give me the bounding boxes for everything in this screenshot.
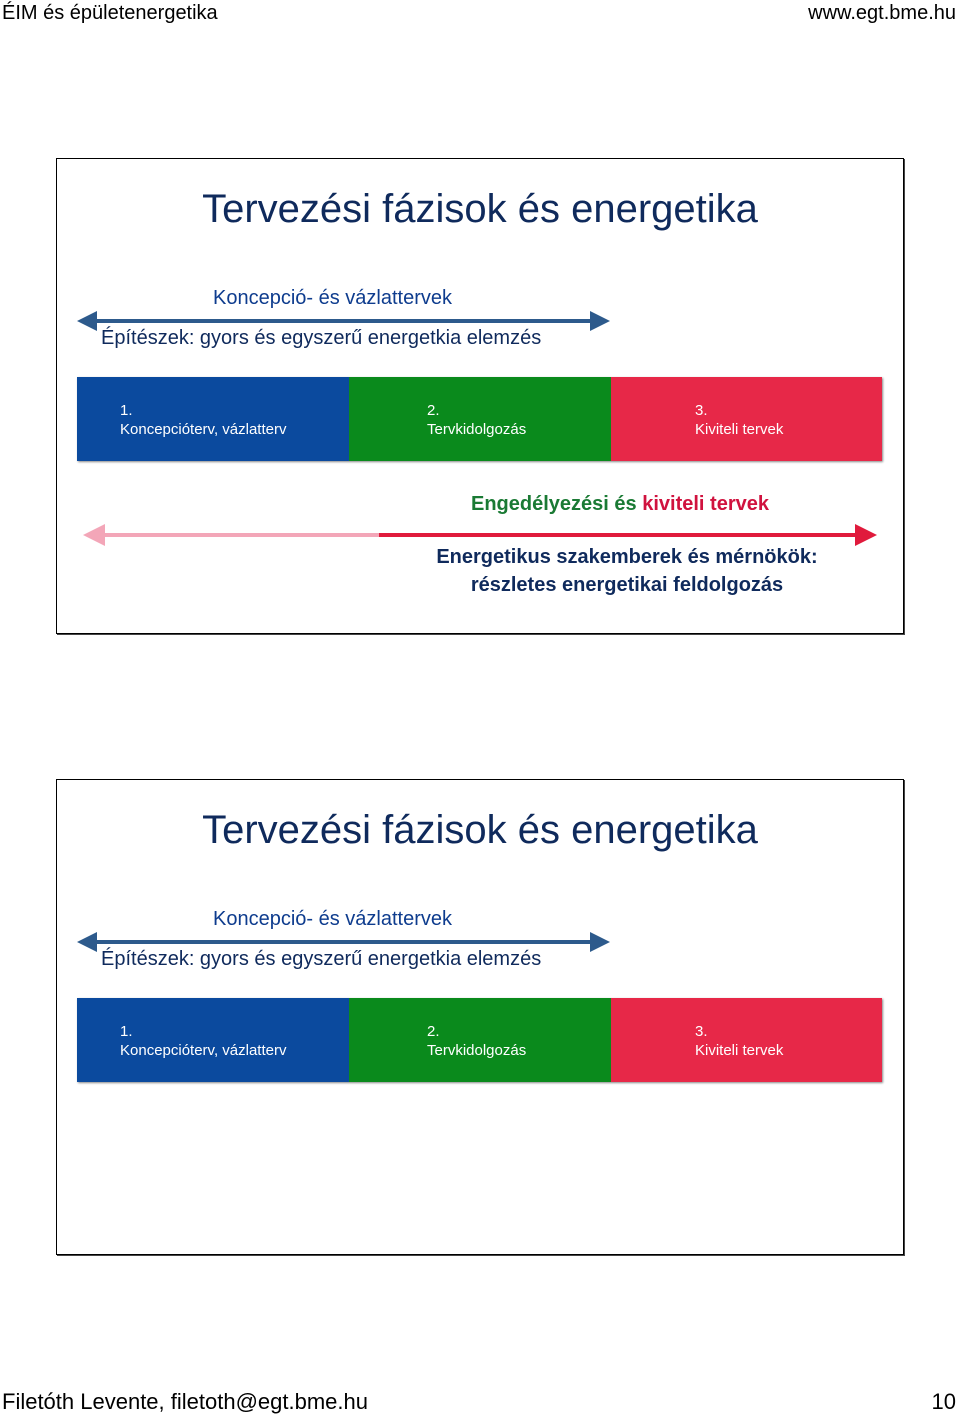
header-title: ÉIM és épületenergetika [2,2,218,24]
footer-author: Filetóth Levente, filetoth@egt.bme.hu [2,1389,368,1414]
phase-label: Koncepcióterv, vázlatterv [120,421,287,438]
phase-number: 1. [120,402,133,419]
phase-label: Koncepcióterv, vázlatterv [120,1042,287,1059]
permit-label [471,493,769,516]
header-url: www.egt.bme.hu [808,2,956,24]
energy-label [417,543,837,599]
phase-number: 2. [427,1023,440,1040]
architect-label: Építészek: gyors és egyszerű energetkia elemzés [101,948,542,970]
phase-1 [77,377,349,461]
phase-bar [77,377,882,461]
slide-title: Tervezési fázisok és energetika [202,808,758,852]
concept-label: Koncepció- és vázlattervek [213,908,453,930]
architect-label: Építészek: gyors és egyszerű energetkia elemzés [101,327,542,349]
phase-3 [611,377,882,461]
phase-label: Tervkidolgozás [427,1042,527,1059]
phase-1 [77,998,349,1082]
permit-label-part1: Engedélyezési [471,493,609,515]
energy-label-line1: Energetikus szakemberek és mérnökök: [436,546,818,568]
phase-bar [77,998,882,1082]
phase-number: 3. [695,1023,708,1040]
phase-3 [611,998,882,1082]
permit-label-part2: és [614,493,637,515]
phase-number: 2. [427,402,440,419]
phase-number: 1. [120,1023,133,1040]
slide-2 [56,779,904,1255]
phase-label: Kiviteli tervek [695,1042,784,1059]
slide-1 [56,158,904,634]
slide-title: Tervezési fázisok és energetika [202,187,758,231]
phase-number: 3. [695,402,708,419]
page-number: 10 [931,1389,956,1414]
permit-label-part3: kiviteli tervek [642,493,769,515]
phase-2 [349,998,611,1082]
phase-2 [349,377,611,461]
concept-label: Koncepció- és vázlattervek [213,287,453,309]
phase-label: Kiviteli tervek [695,421,784,438]
phase-label: Tervkidolgozás [427,421,527,438]
energy-label-line2: részletes energetikai feldolgozás [470,574,784,596]
